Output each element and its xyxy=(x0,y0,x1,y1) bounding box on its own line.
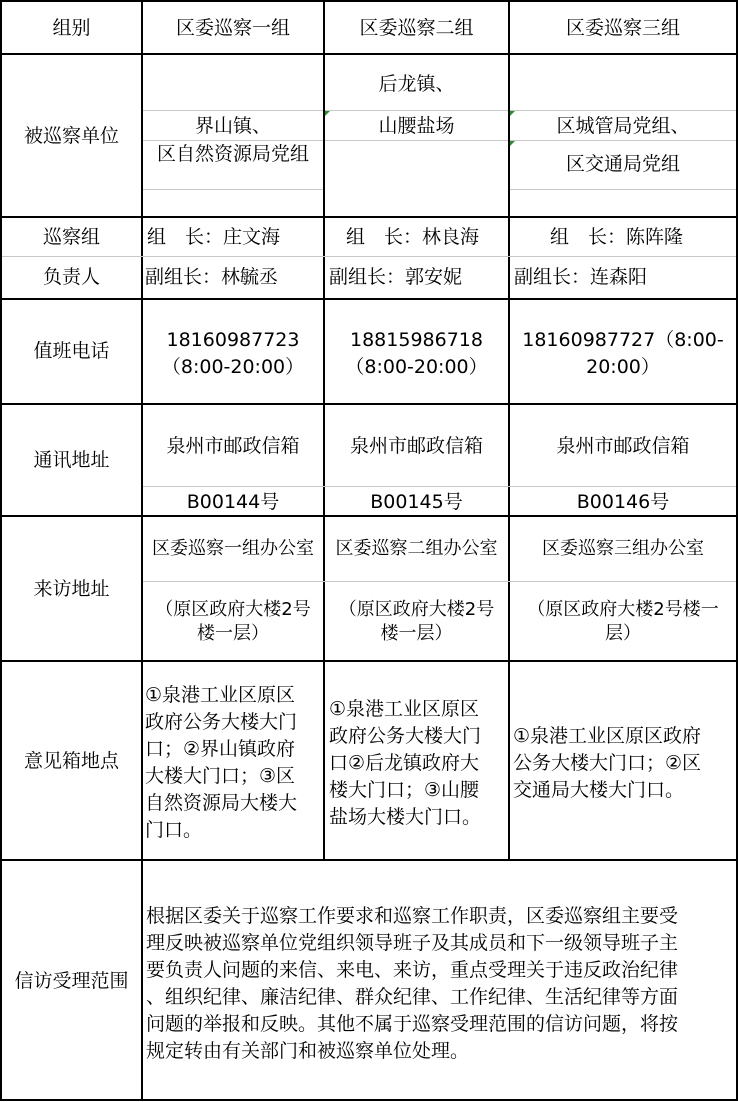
units-g2-line2: 山腰盐场 xyxy=(378,115,455,137)
cell-marker xyxy=(510,141,515,146)
box-g2-line: ①泉港工业区原区 xyxy=(329,698,480,720)
box-label: 意见箱地点 xyxy=(23,750,119,772)
row-divider xyxy=(0,515,738,517)
border-left xyxy=(0,0,2,1101)
scope-line: 要负责人问题的来信、来电、来访，重点受理关于违反政治纪律 xyxy=(146,959,679,981)
grid-line xyxy=(143,486,736,487)
deputy-g1: 副组长：林毓丞 xyxy=(145,266,279,288)
units-g3-line2: 区交通局党组 xyxy=(565,153,680,175)
units-g1-line2: 区自然资源局党组 xyxy=(156,143,309,165)
box-g2-line: 盐场大楼大门口。 xyxy=(329,806,482,828)
box-g1-line: 门口。 xyxy=(145,819,203,841)
grid-line xyxy=(143,110,323,111)
visit-label: 来访地址 xyxy=(33,578,110,600)
header-group-2: 区委巡察二组 xyxy=(359,17,474,39)
grid-line xyxy=(143,189,323,190)
visit-g3-addr2: 层） xyxy=(605,623,641,644)
mail-g3-box: B00146号 xyxy=(576,491,670,513)
deputy-g3: 副组长：连森阳 xyxy=(514,266,648,288)
phone-g2-number: 18815986718 xyxy=(350,329,483,351)
scope-line: 理反映被巡察单位党组织领导班子及其成员和下一级领导班子主 xyxy=(146,932,679,954)
scope-label: 信访受理范围 xyxy=(14,970,129,992)
box-g3-line: ①泉港工业区原区政府 xyxy=(513,725,702,747)
visit-g3-addr1: （原区政府大楼2号楼一 xyxy=(527,599,719,620)
row-divider xyxy=(0,660,738,662)
row-divider xyxy=(0,216,738,218)
border-bottom xyxy=(0,1099,738,1101)
visit-g2-office: 区委巡察二组办公室 xyxy=(335,538,498,559)
scope-line: 根据区委关于巡察工作要求和巡察工作职责，区委巡察组主要受 xyxy=(146,905,679,927)
visit-g3-office: 区委巡察三组办公室 xyxy=(542,538,704,559)
box-g2-line: 楼大门口；③山腰 xyxy=(329,779,480,801)
mail-g3-line1: 泉州市邮政信箱 xyxy=(556,435,690,457)
box-g1-line: 政府公务大楼大门 xyxy=(145,711,298,733)
leader-g1: 组 长：庄文海 xyxy=(147,226,281,248)
visit-g1-addr1: （原区政府大楼2号 xyxy=(155,599,311,620)
box-g2-line: 政府公务大楼大门 xyxy=(329,725,482,747)
grid-line xyxy=(510,140,736,141)
header-group-1: 区委巡察一组 xyxy=(175,17,290,39)
mail-g1-line1: 泉州市邮政信箱 xyxy=(166,435,300,457)
row-divider xyxy=(0,859,738,861)
grid-line xyxy=(325,110,508,111)
units-g1-line1: 界山镇、 xyxy=(194,115,271,137)
grid-line xyxy=(143,140,323,141)
header-group-label: 组别 xyxy=(52,17,91,39)
scope-line: 规定转由有关部门和被巡察单位处理。 xyxy=(146,1040,470,1062)
units-g3-line1: 区城管局党组、 xyxy=(556,115,690,137)
mail-label: 通讯地址 xyxy=(33,449,110,471)
box-g1-line: 口；②界山镇政府 xyxy=(145,738,296,760)
leader-g3: 组 长：陈阵隆 xyxy=(550,226,684,248)
phone-label: 值班电话 xyxy=(33,340,110,362)
mail-g1-box: B00144号 xyxy=(186,491,280,513)
box-g1-line: 自然资源局大楼大 xyxy=(145,792,298,814)
scope-line: 、组织纪律、廉洁纪律、群众纪律、工作纪律、生活纪律等方面 xyxy=(146,986,679,1008)
row-divider xyxy=(0,298,738,300)
mail-g2-line1: 泉州市邮政信箱 xyxy=(349,435,483,457)
scope-line: 问题的举报和反映。其他不属于巡察受理范围的信访问题，将按 xyxy=(146,1013,679,1035)
row-divider xyxy=(0,403,738,405)
grid-line xyxy=(510,110,736,111)
units-label: 被巡察单位 xyxy=(23,125,119,147)
phone-g1-number: 18160987723 xyxy=(166,329,300,351)
leaders-label-top: 巡察组 xyxy=(42,226,100,248)
header-group-3: 区委巡察三组 xyxy=(565,17,680,39)
leader-g2: 组 长：林良海 xyxy=(346,226,480,248)
grid-line xyxy=(510,189,736,190)
phone-g1-hours: （8:00-20:00） xyxy=(161,356,305,378)
box-g2-line: 口②后龙镇政府大 xyxy=(329,752,480,774)
box-g3-line: 交通局大楼大门口。 xyxy=(513,779,685,801)
deputy-g2: 副组长：郭安妮 xyxy=(329,266,463,288)
box-g1-line: ①泉港工业区原区 xyxy=(145,684,296,706)
mail-g2-box: B00145号 xyxy=(370,491,463,513)
grid-line xyxy=(2,256,736,257)
visit-g1-office: 区委巡察一组办公室 xyxy=(152,538,314,559)
visit-g2-addr1: （原区政府大楼2号 xyxy=(338,599,495,620)
visit-g1-addr2: 楼一层） xyxy=(197,623,269,644)
phone-g3-hours: 20:00） xyxy=(586,356,660,378)
box-g3-line: 公务大楼大门口；②区 xyxy=(513,752,702,774)
phone-g3-number: 18160987727（8:00- xyxy=(522,329,724,351)
phone-g2-hours: （8:00-20:00） xyxy=(345,356,488,378)
row-divider xyxy=(0,53,738,55)
grid-line xyxy=(143,581,736,582)
units-g2-line1: 后龙镇、 xyxy=(378,73,455,95)
border-top xyxy=(0,0,738,2)
visit-g2-addr2: 楼一层） xyxy=(380,623,453,644)
box-g1-line: 大楼大门口；③区 xyxy=(145,765,296,787)
leaders-label-bottom: 负责人 xyxy=(42,266,100,288)
grid-line xyxy=(325,140,508,141)
